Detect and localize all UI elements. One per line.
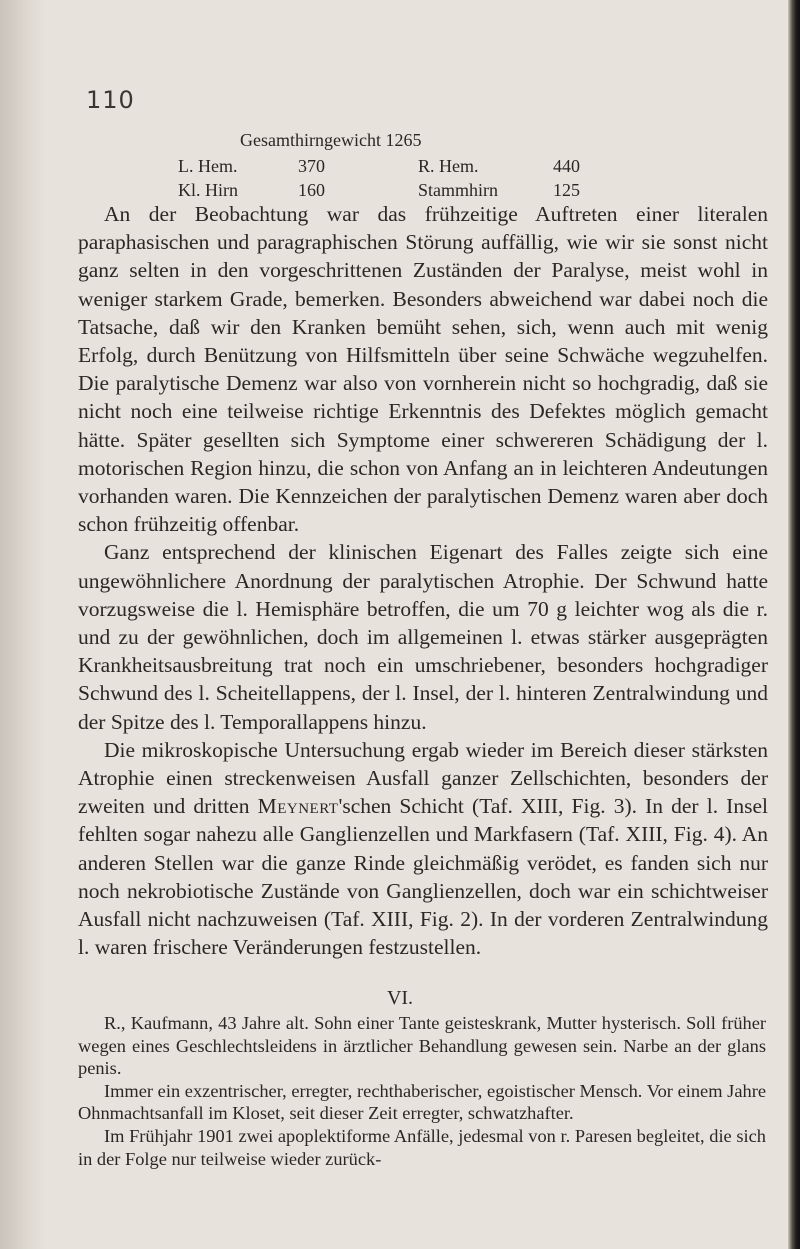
table-row — [178, 178, 648, 202]
paragraph: Ganz entsprechend der klinischen Eigenart des Falles zeigte sich eine ungewöhnlichere Anordnung der paralytischen Atrophie. Der Schwund hatte vorzugsweise die l. Hemisphäre betroffen, die um 70 g leichter wog als die r. und zu der gewöhnlichen, doch im allgemeinen l. etwas stärker ausgeprägten Krankheitsausbreitung trat noch ein umschriebener, besonders hochgradiger Schwund des l. Scheitellappens, der l. Insel, der l. hinteren Zentralwindung und der Spitze des l. Temporallappens hinzu. — [78, 540, 768, 734]
table-cell: 125 — [553, 180, 580, 200]
paragraph: An der Beobachtung war das frühzeitige Auftreten einer literalen paraphasischen und paragraphischen Störung auffällig, wie wir sie sonst nicht ganz selten in den vorgeschrittenen Zuständen der Paralyse, meist wohl in weniger starkem Grade, bemerken. Besonders abweichend war dabei noch die Tatsache, daß wir den Kranken bemüht sehen, sich, wenn auch mit wenig Erfolg, durch Benützung von Hilfsmitteln über seine Schwäche wegzuhelfen. Die paralytische Demenz war also von vornherein nicht so hochgradig, daß sie nicht noch eine teilweise richtige Erkenntnis des Defektes möglich gemacht hätte. Später gesellten sich Symptome einer schwereren Schädigung der l. motorischen Region hinzu, die schon von Anfang an in leichteren Andeutungen vorhanden waren. Die Kennzeichen der paralytischen Demenz waren aber doch schon frühzeitig offenbar. — [78, 202, 768, 537]
section-heading: VI. — [386, 987, 414, 1009]
table-cell: 160 — [298, 180, 325, 200]
page-number: 110 — [86, 86, 135, 114]
text-run: 'schen Schicht (Taf. XIII, Fig. 3). In der l. Insel fehlten sogar nahezu alle Ganglienzellen und Markfasern (Taf. XIII, Fig. 4). An anderen Stellen war die ganze Rinde gleichmäßig verödet, es fanden sich nur noch nekrobiotische Zustände von Ganglienzellen, doch war ein schichtweiser Ausfall nicht nachzuweisen (Taf. XIII, Fig. 2). In der vorderen Zentralwindung l. waren frischere Veränderungen festzustellen. — [78, 794, 768, 960]
table-cell: R. Hem. — [418, 156, 479, 176]
text-run: Die mikroskopische Untersuchung ergab wieder im Bereich dieser stärksten Atrophie einen streckenweisen Ausfall ganzer Zellschichten, besonders der zweiten und dritten — [78, 737, 768, 819]
paragraph: Im Frühjahr 1901 zwei apoplektiforme Anfälle, jedesmal von r. Paresen begleitet, die sich in der Folge nur teilweise wieder zurück- — [78, 1125, 766, 1169]
table-cell: Kl. Hirn — [178, 180, 238, 200]
brain-weight-table — [178, 154, 648, 202]
table-row — [178, 154, 648, 178]
table-cell: L. Hem. — [178, 156, 238, 176]
table-cell: Stammhirn — [418, 180, 498, 200]
table-cell: 440 — [553, 156, 580, 176]
page-gutter-shadow — [0, 0, 46, 1249]
case-report — [78, 1012, 766, 1170]
book-edge — [788, 0, 800, 1249]
author-name: Meynert — [257, 794, 339, 819]
table-cell: 370 — [298, 156, 325, 176]
body-text — [78, 200, 768, 961]
paragraph: R., Kaufmann, 43 Jahre alt. Sohn einer Tante geisteskrank, Mutter hysterisch. Soll früher wegen eines Geschlechtsleidens in ärztlicher Behandlung gewesen sein. Narbe an der glans penis. — [78, 1013, 766, 1079]
paragraph — [78, 736, 768, 962]
table-title: Gesamthirngewicht 1265 — [240, 130, 422, 150]
paragraph: Immer ein exzentrischer, erregter, rechthaberischer, egoistischer Mensch. Vor einem Jahre Ohnmachtsanfall im Kloset, seit dieser Zeit erregter, schwatzhafter. — [78, 1080, 766, 1124]
